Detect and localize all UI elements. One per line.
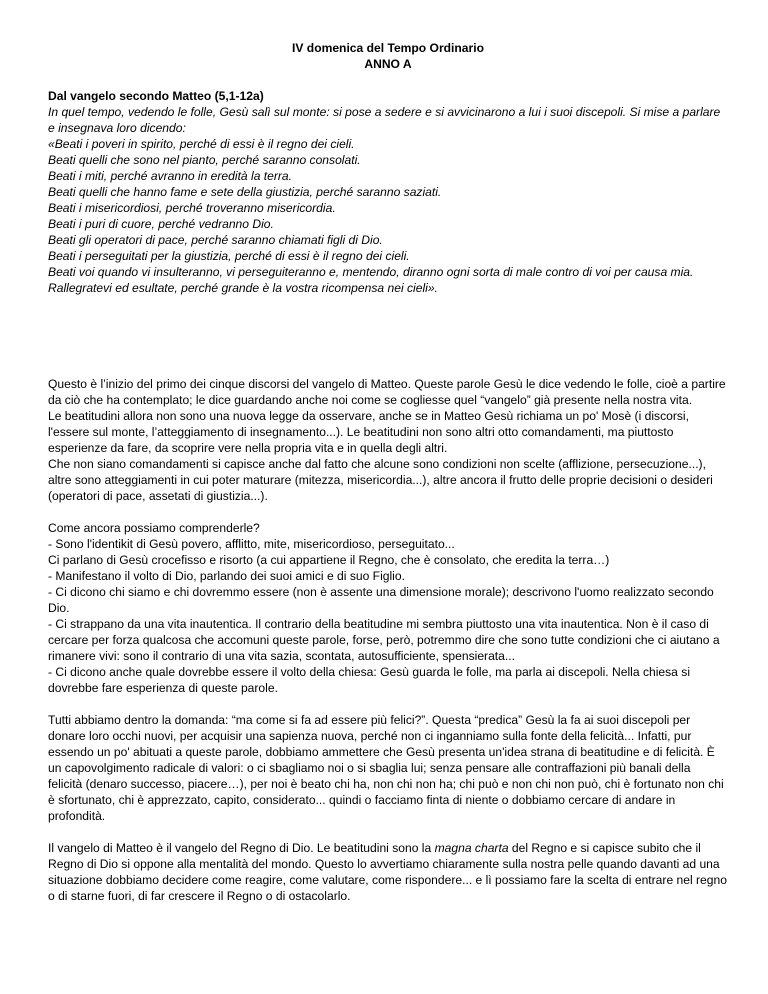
commentary-paragraph: Le beatitudini allora non sono una nuova legge da osservare, anche se in Matteo Gesù richiama un po' Mosè (i discorsi, l'essere sul monte, l’atteggiamento di insegnamento...). Le beatitudini non sono altri otto comandamenti, ma piuttosto esperienze da fare, da scoprire vere nella propria vita e in quella degli altri. (48, 409, 689, 455)
commentary-list-item: - Sono l'identikit di Gesù povero, afflitto, mite, misericordioso, perseguitato... (48, 537, 455, 551)
commentary-paragraph: Che non siano comandamenti si capisce anche dal fatto che alcune sono condizioni non scelte (afflizione, persecuzione...), altre sono atteggiamenti in cui poter maturare (mitezza, misericordia...), altre ancora il frutto delle proprie decisioni o desideri (operatori di pace, assetati di giustizia...). (48, 457, 713, 503)
beatitude-line: «Beati i poveri in spirito, perché di essi è il regno dei cieli. (48, 137, 355, 151)
beatitude-line: Beati gli operatori di pace, perché saranno chiamati figli di Dio. (48, 233, 383, 247)
gospel-intro: In quel tempo, vedendo le folle, Gesù salì sul monte: si pose a sedere e si avvicinarono a lui i suoi discepoli. Si mise a parlare e insegnava loro dicendo: (48, 105, 721, 135)
commentary-list-item: - Ci dicono chi siamo e chi dovremmo essere (non è assente una dimensione morale); descrivono l'uomo realizzato secondo Dio. (48, 585, 714, 615)
commentary-paragraph: Tutti abbiamo dentro la domanda: “ma come si fa ad essere più felici?”. Questa “predica” Gesù la fa ai suoi discepoli per donare loro occhi nuovi, per acquisir una sapienza nuova, perché non ci inganniamo sulla fonte della felicità... Infatti, pur essendo un po' abituati a queste parole, dobbiamo ammettere che Gesù presenta un'idea strana di beatitudine e di felicità. È un capovolgimento radicale di valori: o ci sbagliamo noi o si sbaglia lui; senza pensare alle contraffazioni più banali della felicità (denaro successo, piacere…), per noi è beato chi ha, non chi non ha; chi può e non chi non può, chi è fortunato non chi è sfortunato, chi è apprezzato, capito, considerato... quindi o facciamo finta di niente o dobbiamo cercare di andare in profondità. (48, 713, 724, 823)
page-title: IV domenica del Tempo Ordinario (292, 41, 484, 55)
commentary-list-item: - Ci strappano da una vita inautentica. Il contrario della beatitudine mi sembra piuttosto una vita inautentica. Non è il caso di cercare per forza qualcosa che accomuni queste parole, forse, però, potremmo dire che sono tutte condizioni che ci aiutano a rimanere vivi: sono il contrario di una vita sazia, scontata, autosufficiente, spensierata... (48, 617, 720, 663)
gospel-reference: Dal vangelo secondo Matteo (5,1-12a) (48, 89, 264, 103)
text-run: del Regno e si capisce subito che il Regno di Dio si oppone alla mentalità del mondo. Questo lo avvertiamo chiaramente sulla nostra pelle quando davanti ad una situazione dobbiamo decidere come reagire, come valutare, come rispondere... e lì possiamo fare la scelta di entrare nel regno o di starne fuori, di far crescere il Regno o di ostacolarlo. (48, 841, 727, 903)
commentary-paragraph (48, 840, 728, 904)
beatitude-line: Beati i misericordiosi, perché troveranno misericordia. (48, 201, 336, 215)
document-page (48, 40, 728, 904)
beatitude-line: Beati quelli che sono nel pianto, perché saranno consolati. (48, 153, 361, 167)
commentary-paragraph: Come ancora possiamo comprenderle? (48, 521, 260, 535)
beatitude-line: Beati voi quando vi insulteranno, vi perseguiteranno e, mentendo, diranno ogni sorta di male contro di voi per causa mia. Rallegratevi ed esultate, perché grande è la vostra ricompensa nei cieli». (48, 265, 694, 295)
beatitude-line: Beati i perseguitati per la giustizia, perché di essi è il regno dei cieli. (48, 249, 410, 263)
italic-term: magna charta (434, 841, 509, 855)
text-run: Il vangelo di Matteo è il vangelo del Regno di Dio. Le beatitudini sono la (48, 841, 435, 855)
commentary-list-item: Ci parlano di Gesù crocefisso e risorto (a cui appartiene il Regno, che è consolato, che eredita la terra…) (48, 553, 610, 567)
commentary-list-item: - Ci dicono anche quale dovrebbe essere il volto della chiesa: Gesù guarda le folle, ma parla ai discepoli. Nella chiesa si dovrebbe fare esperienza di queste parole. (48, 665, 691, 695)
beatitude-line: Beati quelli che hanno fame e sete della giustizia, perché saranno saziati. (48, 185, 442, 199)
page-subtitle: ANNO A (364, 57, 412, 71)
commentary-paragraph: Questo è l’inizio del primo dei cinque discorsi del vangelo di Matteo. Queste parole Gesù le dice vedendo le folle, cioè a partire da ciò che ha contemplato; le dice guardando anche noi come se cogliesse quel “vangelo” già presente nella nostra vita. (48, 377, 726, 407)
commentary-list-item: - Manifestano il volto di Dio, parlando dei suoi amici e di suo Figlio. (48, 569, 405, 583)
beatitude-line: Beati i puri di cuore, perché vedranno Dio. (48, 217, 274, 231)
beatitude-line: Beati i miti, perché avranno in eredità la terra. (48, 169, 293, 183)
